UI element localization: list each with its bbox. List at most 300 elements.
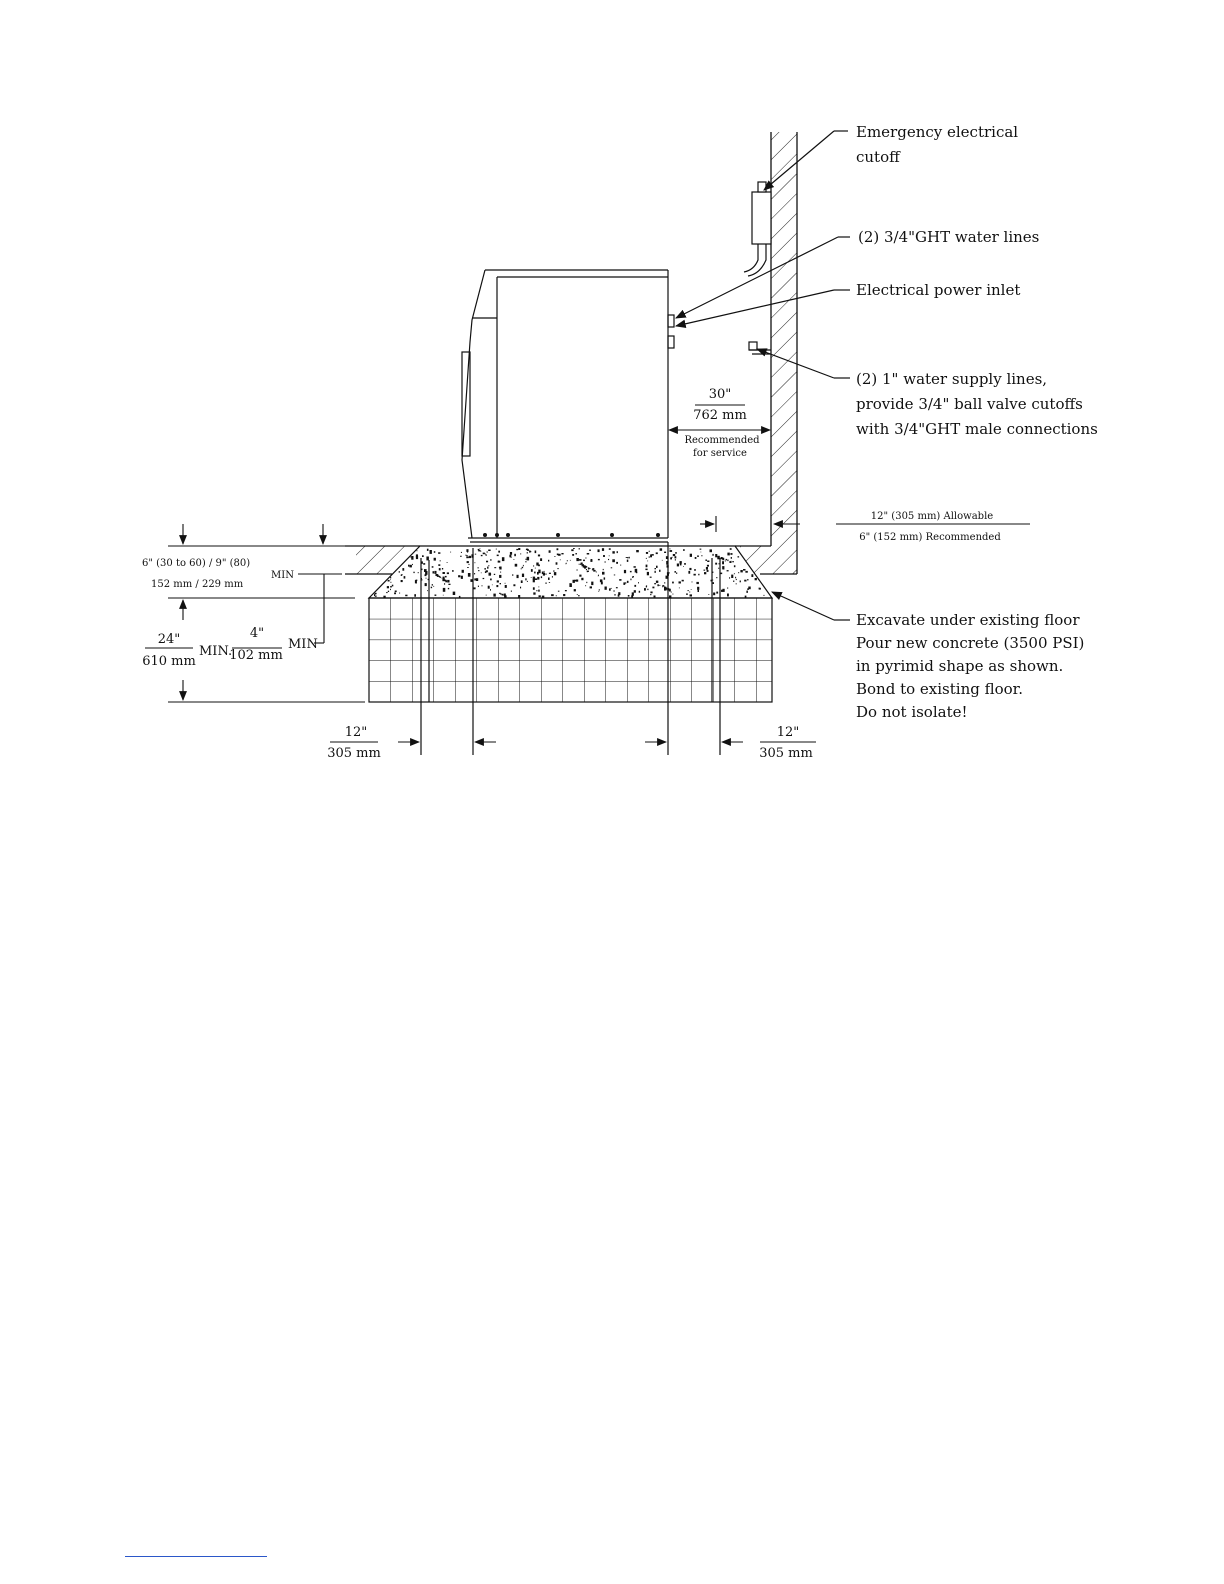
concrete-speckle xyxy=(548,578,550,580)
concrete-speckle xyxy=(727,560,728,562)
service-dim-top: 30" xyxy=(708,387,732,402)
concrete-speckle xyxy=(599,589,600,590)
concrete-speckle xyxy=(751,574,753,577)
concrete-speckle xyxy=(704,572,706,574)
concrete-speckle xyxy=(712,554,713,556)
concrete-speckle xyxy=(647,589,648,590)
concrete-speckle xyxy=(462,570,464,573)
concrete-speckle xyxy=(434,571,436,574)
concrete-speckle xyxy=(630,571,632,572)
concrete-speckle xyxy=(535,578,537,580)
concrete-speckle xyxy=(632,592,634,595)
concrete-speckle xyxy=(435,595,437,596)
concrete-speckle xyxy=(710,549,713,552)
concrete-speckle xyxy=(390,582,391,583)
concrete-speckle xyxy=(443,588,446,592)
floor-depth-top: 6" (30 to 60) / 9" (80) xyxy=(142,558,251,569)
concrete-speckle xyxy=(580,564,581,565)
concrete-speckle xyxy=(604,577,606,579)
concrete-speckle xyxy=(408,565,409,567)
concrete-speckle xyxy=(733,581,734,583)
concrete-speckle xyxy=(577,569,578,570)
concrete-speckle xyxy=(683,549,684,551)
concrete-speckle xyxy=(447,562,448,563)
concrete-speckle xyxy=(716,555,717,556)
concrete-speckle xyxy=(715,563,717,565)
concrete-speckle xyxy=(558,591,560,592)
concrete-speckle xyxy=(716,592,718,594)
concrete-speckle xyxy=(418,572,419,573)
machine xyxy=(462,270,674,542)
concrete-speckle xyxy=(561,553,563,554)
concrete-speckle xyxy=(646,586,647,587)
concrete-speckle xyxy=(434,558,436,561)
concrete-speckle xyxy=(567,560,568,561)
concrete-speckle xyxy=(431,587,432,589)
concrete-speckle xyxy=(614,575,615,576)
concrete-speckle xyxy=(611,588,612,589)
concrete-speckle xyxy=(487,567,488,569)
concrete-speckle xyxy=(414,594,416,597)
concrete-speckle xyxy=(656,581,658,583)
concrete-speckle xyxy=(609,588,611,590)
concrete-speckle xyxy=(503,595,504,596)
concrete-speckle xyxy=(537,577,539,580)
concrete-speckle xyxy=(729,561,731,563)
concrete-speckle xyxy=(478,570,479,571)
concrete-speckle xyxy=(675,559,676,560)
concrete-speckle xyxy=(481,573,482,574)
concrete-speckle xyxy=(557,568,559,569)
concrete-speckle xyxy=(691,589,692,590)
concrete-speckle xyxy=(644,588,646,591)
concrete-speckle xyxy=(401,574,402,575)
concrete-speckle xyxy=(395,591,397,593)
concrete-speckle xyxy=(718,563,719,564)
concrete-speckle xyxy=(634,590,636,593)
concrete-speckle xyxy=(518,548,520,550)
concrete-speckle xyxy=(485,554,486,555)
concrete-speckle xyxy=(438,564,440,566)
concrete-speckle xyxy=(417,550,418,551)
concrete-speckle xyxy=(411,556,413,560)
concrete-speckle xyxy=(542,572,544,575)
concrete-speckle xyxy=(746,591,748,593)
concrete-speckle xyxy=(695,557,697,559)
concrete-speckle xyxy=(718,568,719,569)
concrete-speckle xyxy=(603,555,605,557)
concrete-speckle xyxy=(748,587,750,590)
concrete-speckle xyxy=(487,551,488,552)
ght-water-lines-label: (2) 3/4"GHT water lines xyxy=(858,228,1040,246)
concrete-speckle xyxy=(656,552,658,554)
concrete-speckle xyxy=(579,575,581,577)
concrete-speckle xyxy=(581,578,583,580)
concrete-speckle xyxy=(468,573,471,577)
concrete-speckle xyxy=(453,592,456,595)
concrete-speckle xyxy=(387,586,389,588)
concrete-speckle xyxy=(626,557,627,558)
concrete-speckle xyxy=(425,571,427,575)
concrete-speckle xyxy=(533,587,535,590)
concrete-speckle xyxy=(586,582,587,583)
concrete-speckle xyxy=(511,591,512,592)
concrete-speckle xyxy=(627,581,629,583)
concrete-speckle xyxy=(443,572,445,574)
concrete-speckle xyxy=(743,569,746,571)
service-dim-bottom: 762 mm xyxy=(693,408,747,423)
setback-top: 4" xyxy=(249,626,265,641)
concrete-speckle xyxy=(727,570,729,571)
concrete-speckle xyxy=(609,556,610,557)
concrete-speckle xyxy=(593,570,595,572)
concrete-speckle xyxy=(499,567,501,570)
concrete-speckle xyxy=(574,589,576,591)
supply-lines-label-3: with 3/4"GHT male connections xyxy=(856,420,1098,438)
excavate-label-2: Pour new concrete (3500 PSI) xyxy=(856,634,1085,652)
concrete-speckle xyxy=(553,571,555,572)
concrete-speckle xyxy=(405,595,407,597)
concrete-speckle xyxy=(554,556,555,557)
emergency-cutoff-label-1: Emergency electrical xyxy=(856,123,1019,141)
concrete-speckle xyxy=(578,595,580,596)
concrete-speckle xyxy=(601,582,603,585)
concrete-speckle xyxy=(598,591,599,592)
concrete-speckle xyxy=(425,583,427,586)
floor-depth-bottom: 152 mm / 229 mm xyxy=(151,579,244,590)
concrete-speckle xyxy=(731,575,733,578)
pit-depth-min: MIN. xyxy=(199,644,233,659)
concrete-speckle xyxy=(698,590,700,592)
concrete-speckle xyxy=(533,565,534,566)
concrete-speckle xyxy=(602,572,605,575)
supply-lines-label-1: (2) 1" water supply lines, xyxy=(856,370,1048,388)
concrete-speckle xyxy=(583,560,585,562)
concrete-speckle xyxy=(646,558,647,559)
concrete-speckle xyxy=(535,568,536,569)
concrete-speckle xyxy=(612,559,615,562)
concrete-speckle xyxy=(740,570,742,572)
concrete-speckle xyxy=(614,594,615,595)
concrete-speckle xyxy=(448,588,449,589)
concrete-speckle xyxy=(439,576,441,577)
concrete-speckle xyxy=(505,585,507,588)
concrete-speckle xyxy=(688,590,689,591)
concrete-speckle xyxy=(411,557,412,558)
concrete-speckle xyxy=(627,557,628,558)
concrete-speckle xyxy=(585,585,586,586)
concrete-speckle xyxy=(375,593,377,594)
concrete-speckle xyxy=(390,589,391,590)
concrete-speckle xyxy=(489,573,491,575)
concrete-speckle xyxy=(587,553,590,555)
concrete-speckle xyxy=(549,582,550,583)
concrete-speckle xyxy=(727,594,729,597)
concrete-speckle xyxy=(548,560,549,562)
concrete-speckle xyxy=(763,595,764,596)
concrete-speckle xyxy=(680,561,682,564)
concrete-speckle xyxy=(529,550,530,552)
concrete-speckle xyxy=(632,577,633,578)
concrete-speckle xyxy=(589,568,590,569)
concrete-speckle xyxy=(609,548,611,550)
concrete-speckle xyxy=(682,580,684,582)
concrete-speckle xyxy=(466,557,468,559)
excavate-label-1: Excavate under existing floor xyxy=(856,611,1080,629)
concrete-speckle xyxy=(539,595,541,597)
concrete-speckle xyxy=(490,589,491,591)
wall-dim-bottom: 6" (152 mm) Recommended xyxy=(859,532,1001,543)
concrete-speckle xyxy=(546,573,547,575)
concrete-speckle xyxy=(439,568,441,570)
concrete-speckle xyxy=(735,577,736,579)
concrete-speckle xyxy=(523,565,524,566)
concrete-speckle xyxy=(585,558,586,559)
concrete-speckle xyxy=(727,588,728,589)
concrete-speckle xyxy=(598,549,600,552)
concrete-speckle xyxy=(650,594,651,595)
concrete-speckle xyxy=(727,553,729,556)
concrete-speckle xyxy=(467,561,469,563)
concrete-speckle xyxy=(732,561,734,562)
concrete-speckle xyxy=(713,582,714,584)
concrete-speckle xyxy=(694,574,696,576)
concrete-speckle xyxy=(444,583,445,585)
concrete-speckle xyxy=(619,579,621,581)
concrete-speckle xyxy=(734,573,735,574)
concrete-speckle xyxy=(647,572,649,575)
concrete-speckle xyxy=(608,559,609,560)
concrete-speckle xyxy=(465,555,466,556)
left-offset-bottom: 305 mm xyxy=(327,746,381,761)
concrete-speckle xyxy=(538,565,540,567)
concrete-speckle xyxy=(426,557,429,561)
concrete-speckle xyxy=(649,551,650,552)
concrete-speckle xyxy=(412,564,413,565)
concrete-speckle xyxy=(549,573,551,574)
concrete-speckle xyxy=(671,592,672,593)
concrete-speckle xyxy=(598,576,599,577)
concrete-speckle xyxy=(526,549,527,550)
concrete-speckle xyxy=(684,563,686,565)
concrete-speckle xyxy=(664,587,666,589)
concrete-speckle xyxy=(697,587,699,590)
concrete-speckle xyxy=(675,552,676,554)
concrete-speckle xyxy=(579,559,582,561)
concrete-speckle xyxy=(721,590,723,592)
concrete-speckle xyxy=(701,555,702,556)
concrete-speckle xyxy=(689,592,690,593)
concrete-speckle xyxy=(654,596,656,598)
concrete-speckle xyxy=(500,583,501,584)
concrete-speckle xyxy=(445,576,447,578)
concrete-speckle xyxy=(433,586,434,587)
water-supply-valve xyxy=(749,342,771,354)
concrete-speckle xyxy=(590,586,592,588)
concrete-speckle xyxy=(549,550,551,553)
concrete-speckle xyxy=(689,568,691,570)
concrete-speckle xyxy=(576,580,578,582)
concrete-speckle xyxy=(565,564,566,565)
concrete-speckle xyxy=(630,579,631,581)
concrete-speckle xyxy=(605,587,607,590)
concrete-speckle xyxy=(696,582,699,584)
concrete-speckle xyxy=(483,578,485,579)
concrete-speckle xyxy=(683,566,684,567)
concrete-speckle xyxy=(505,583,506,584)
concrete-speckle xyxy=(572,554,574,556)
concrete-speckle xyxy=(478,586,479,587)
concrete-speckle xyxy=(442,578,444,581)
concrete-speckle xyxy=(554,572,556,575)
concrete-speckle xyxy=(573,548,575,549)
concrete-speckle xyxy=(672,594,673,595)
concrete-speckle xyxy=(650,577,652,578)
concrete-speckle xyxy=(650,592,652,594)
concrete-speckle xyxy=(493,594,495,597)
concrete-speckle xyxy=(731,557,732,559)
concrete-speckle xyxy=(574,580,576,582)
concrete-speckle xyxy=(448,584,450,585)
concrete-speckle xyxy=(386,592,387,593)
concrete-speckle xyxy=(629,557,630,559)
concrete-speckle xyxy=(679,581,681,583)
concrete-speckle xyxy=(527,581,528,582)
concrete-speckle xyxy=(499,593,501,594)
concrete-speckle xyxy=(475,554,476,555)
concrete-speckle xyxy=(536,590,537,591)
concrete-speckle xyxy=(729,577,730,578)
concrete-speckle xyxy=(705,560,707,561)
concrete-speckle xyxy=(675,571,676,573)
concrete-speckle xyxy=(758,579,759,580)
concrete-speckle xyxy=(441,578,442,579)
concrete-speckle xyxy=(618,595,620,597)
concrete-speckle xyxy=(634,585,636,587)
concrete-speckle xyxy=(430,550,432,554)
concrete-speckle xyxy=(502,557,505,561)
concrete-speckle xyxy=(721,557,723,559)
concrete-speckle xyxy=(467,567,469,568)
concrete-speckle xyxy=(498,551,500,553)
concrete-speckle xyxy=(744,580,746,582)
concrete-speckle xyxy=(522,567,523,568)
concrete-speckle xyxy=(738,556,740,557)
concrete-speckle xyxy=(575,553,577,554)
concrete-speckle xyxy=(660,548,663,551)
concrete-speckle xyxy=(432,584,433,586)
concrete-speckle xyxy=(432,566,434,568)
concrete-speckle xyxy=(602,548,604,551)
concrete-speckle xyxy=(488,565,489,566)
concrete-speckle xyxy=(499,575,501,578)
concrete-speckle xyxy=(544,571,545,572)
concrete-speckle xyxy=(662,586,663,587)
concrete-speckle xyxy=(480,548,481,549)
concrete-speckle xyxy=(494,567,496,568)
wall xyxy=(771,132,797,574)
concrete-speckle xyxy=(497,555,499,557)
concrete-speckle xyxy=(477,567,479,568)
concrete-speckle xyxy=(490,559,492,560)
concrete-speckle xyxy=(492,585,493,586)
concrete-speckle xyxy=(521,580,523,583)
concrete-speckle xyxy=(486,570,488,572)
concrete-speckle xyxy=(556,562,558,564)
concrete-speckle xyxy=(680,563,682,565)
concrete-speckle xyxy=(483,553,485,555)
concrete-speckle xyxy=(469,564,470,565)
right-offset-bottom: 305 mm xyxy=(759,746,813,761)
concrete-speckle xyxy=(707,565,709,567)
concrete-speckle xyxy=(745,596,747,598)
concrete-speckle xyxy=(650,554,652,557)
concrete-speckle xyxy=(374,595,375,596)
concrete-speckle xyxy=(730,548,732,550)
concrete-speckle xyxy=(736,579,737,580)
concrete-speckle xyxy=(659,585,660,586)
concrete-speckle xyxy=(747,579,748,580)
concrete-speckle xyxy=(730,553,732,555)
concrete-speckle xyxy=(617,551,618,553)
concrete-speckle xyxy=(656,566,658,568)
concrete-speckle xyxy=(527,557,530,561)
setback-bottom: 102 mm xyxy=(229,648,283,663)
concrete-speckle xyxy=(664,582,665,583)
concrete-speckle xyxy=(675,556,677,558)
pit-depth-bottom: 610 mm xyxy=(142,654,196,669)
concrete-speckle xyxy=(409,565,412,568)
concrete-speckle xyxy=(722,561,724,564)
concrete-speckle xyxy=(478,549,480,550)
concrete-speckle xyxy=(427,590,428,591)
concrete-speckle xyxy=(515,564,518,567)
concrete-speckle xyxy=(540,558,542,561)
concrete-speckle xyxy=(569,583,572,587)
concrete-speckle xyxy=(496,549,497,550)
concrete-speckle xyxy=(624,570,626,573)
concrete-speckle xyxy=(672,582,674,584)
concrete-speckle xyxy=(579,548,580,549)
service-note-1: Recommended xyxy=(684,435,760,446)
concrete-speckle xyxy=(467,551,468,552)
concrete-speckle xyxy=(514,554,516,556)
concrete-speckle xyxy=(433,571,435,573)
concrete-speckle xyxy=(388,591,389,592)
pit-depth-top: 24" xyxy=(157,632,181,647)
supply-lines-label-2: provide 3/4" ball valve cutoffs xyxy=(856,395,1083,413)
concrete-speckle xyxy=(423,563,425,565)
concrete-speckle xyxy=(461,552,462,553)
concrete-speckle xyxy=(570,560,571,561)
concrete-speckle xyxy=(538,587,539,588)
concrete-speckle xyxy=(686,594,688,595)
concrete-speckle xyxy=(504,595,507,597)
concrete-speckle xyxy=(394,593,396,595)
wall-dim-top: 12" (305 mm) Allowable xyxy=(870,511,994,522)
concrete-speckle xyxy=(646,552,648,554)
concrete-speckle xyxy=(664,552,666,553)
concrete-speckle xyxy=(545,583,546,584)
concrete-speckle xyxy=(636,572,637,573)
concrete-speckle xyxy=(598,559,600,560)
concrete-speckle xyxy=(538,555,540,557)
concrete-speckle xyxy=(659,570,660,572)
concrete-speckle xyxy=(746,562,747,563)
concrete-speckle xyxy=(447,572,449,574)
concrete-speckle xyxy=(520,587,521,589)
concrete-speckle xyxy=(557,548,559,550)
